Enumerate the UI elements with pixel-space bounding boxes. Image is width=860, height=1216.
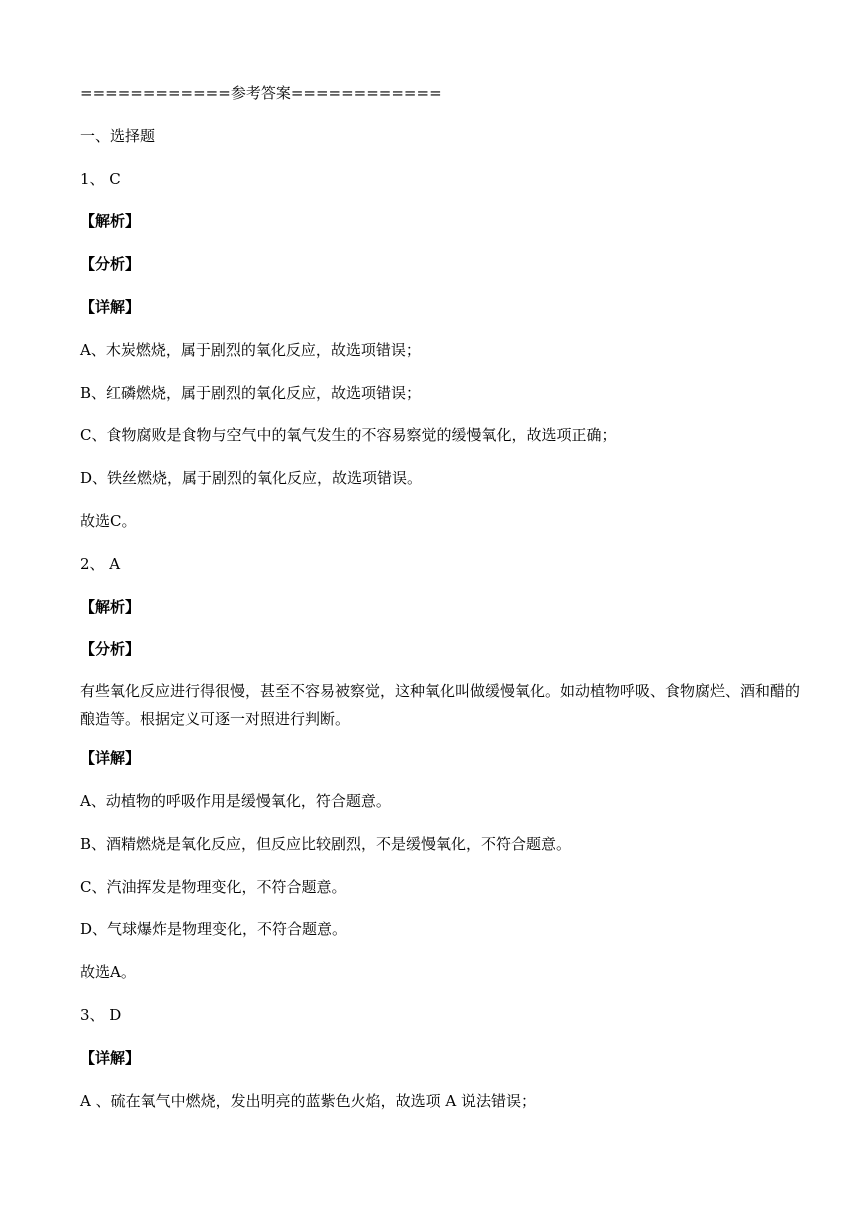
q3-xiangjie-label: 【详解】	[80, 1048, 141, 1067]
q1-jiexi-label: 【解析】	[80, 212, 141, 231]
section-title: 一、选择题	[80, 126, 156, 145]
q3-option-a: A 、硫在氧气中燃烧，发出明亮的蓝紫色火焰，故选项 A 说法错误；	[80, 1091, 536, 1110]
q2-xiangjie-label: 【详解】	[80, 749, 141, 768]
q2-analysis: 有些氧化反应进行得很慢，甚至不容易被察觉，这种氧化叫做缓慢氧化。如动植物呼吸、食物腐烂、酒和醋的酿造等。根据定义可逐一对照进行判断。	[80, 682, 801, 729]
q2-option-a: A、动植物的呼吸作用是缓慢氧化，符合题意。	[80, 791, 391, 810]
q2-option-b: B、酒精燃烧是氧化反应，但反应比较剧烈，不是缓慢氧化，不符合题意。	[80, 834, 572, 853]
q1-option-d: D、铁丝燃烧，属于剧烈的氧化反应，故选项错误。	[80, 469, 423, 488]
q1-answer: 1、 C	[80, 169, 121, 188]
q1-fenxi-label: 【分析】	[80, 255, 141, 274]
q1-option-b: B、红磷燃烧，属于剧烈的氧化反应，故选项错误；	[80, 383, 422, 402]
q2-jiexi-label: 【解析】	[80, 597, 141, 616]
q2-conclusion: 故选A。	[80, 963, 136, 982]
q2-fenxi-label: 【分析】	[80, 640, 141, 659]
q2-answer: 2、 A	[80, 554, 121, 573]
q1-xiangjie-label: 【详解】	[80, 297, 141, 316]
q1-option-a: A、木炭燃烧，属于剧烈的氧化反应，故选项错误；	[80, 340, 421, 359]
q3-answer: 3、 D	[80, 1005, 122, 1024]
q2-option-c: C、汽油挥发是物理变化，不符合题意。	[80, 877, 347, 896]
q2-option-d: D、气球爆炸是物理变化，不符合题意。	[80, 920, 348, 939]
answer-document	[80, 82, 800, 1132]
q1-option-c: C、食物腐败是食物与空气中的氧气发生的不容易察觉的缓慢氧化，故选项正确；	[80, 426, 617, 445]
answer-header: ============参考答案============	[80, 84, 442, 102]
q1-conclusion: 故选C。	[80, 511, 137, 530]
